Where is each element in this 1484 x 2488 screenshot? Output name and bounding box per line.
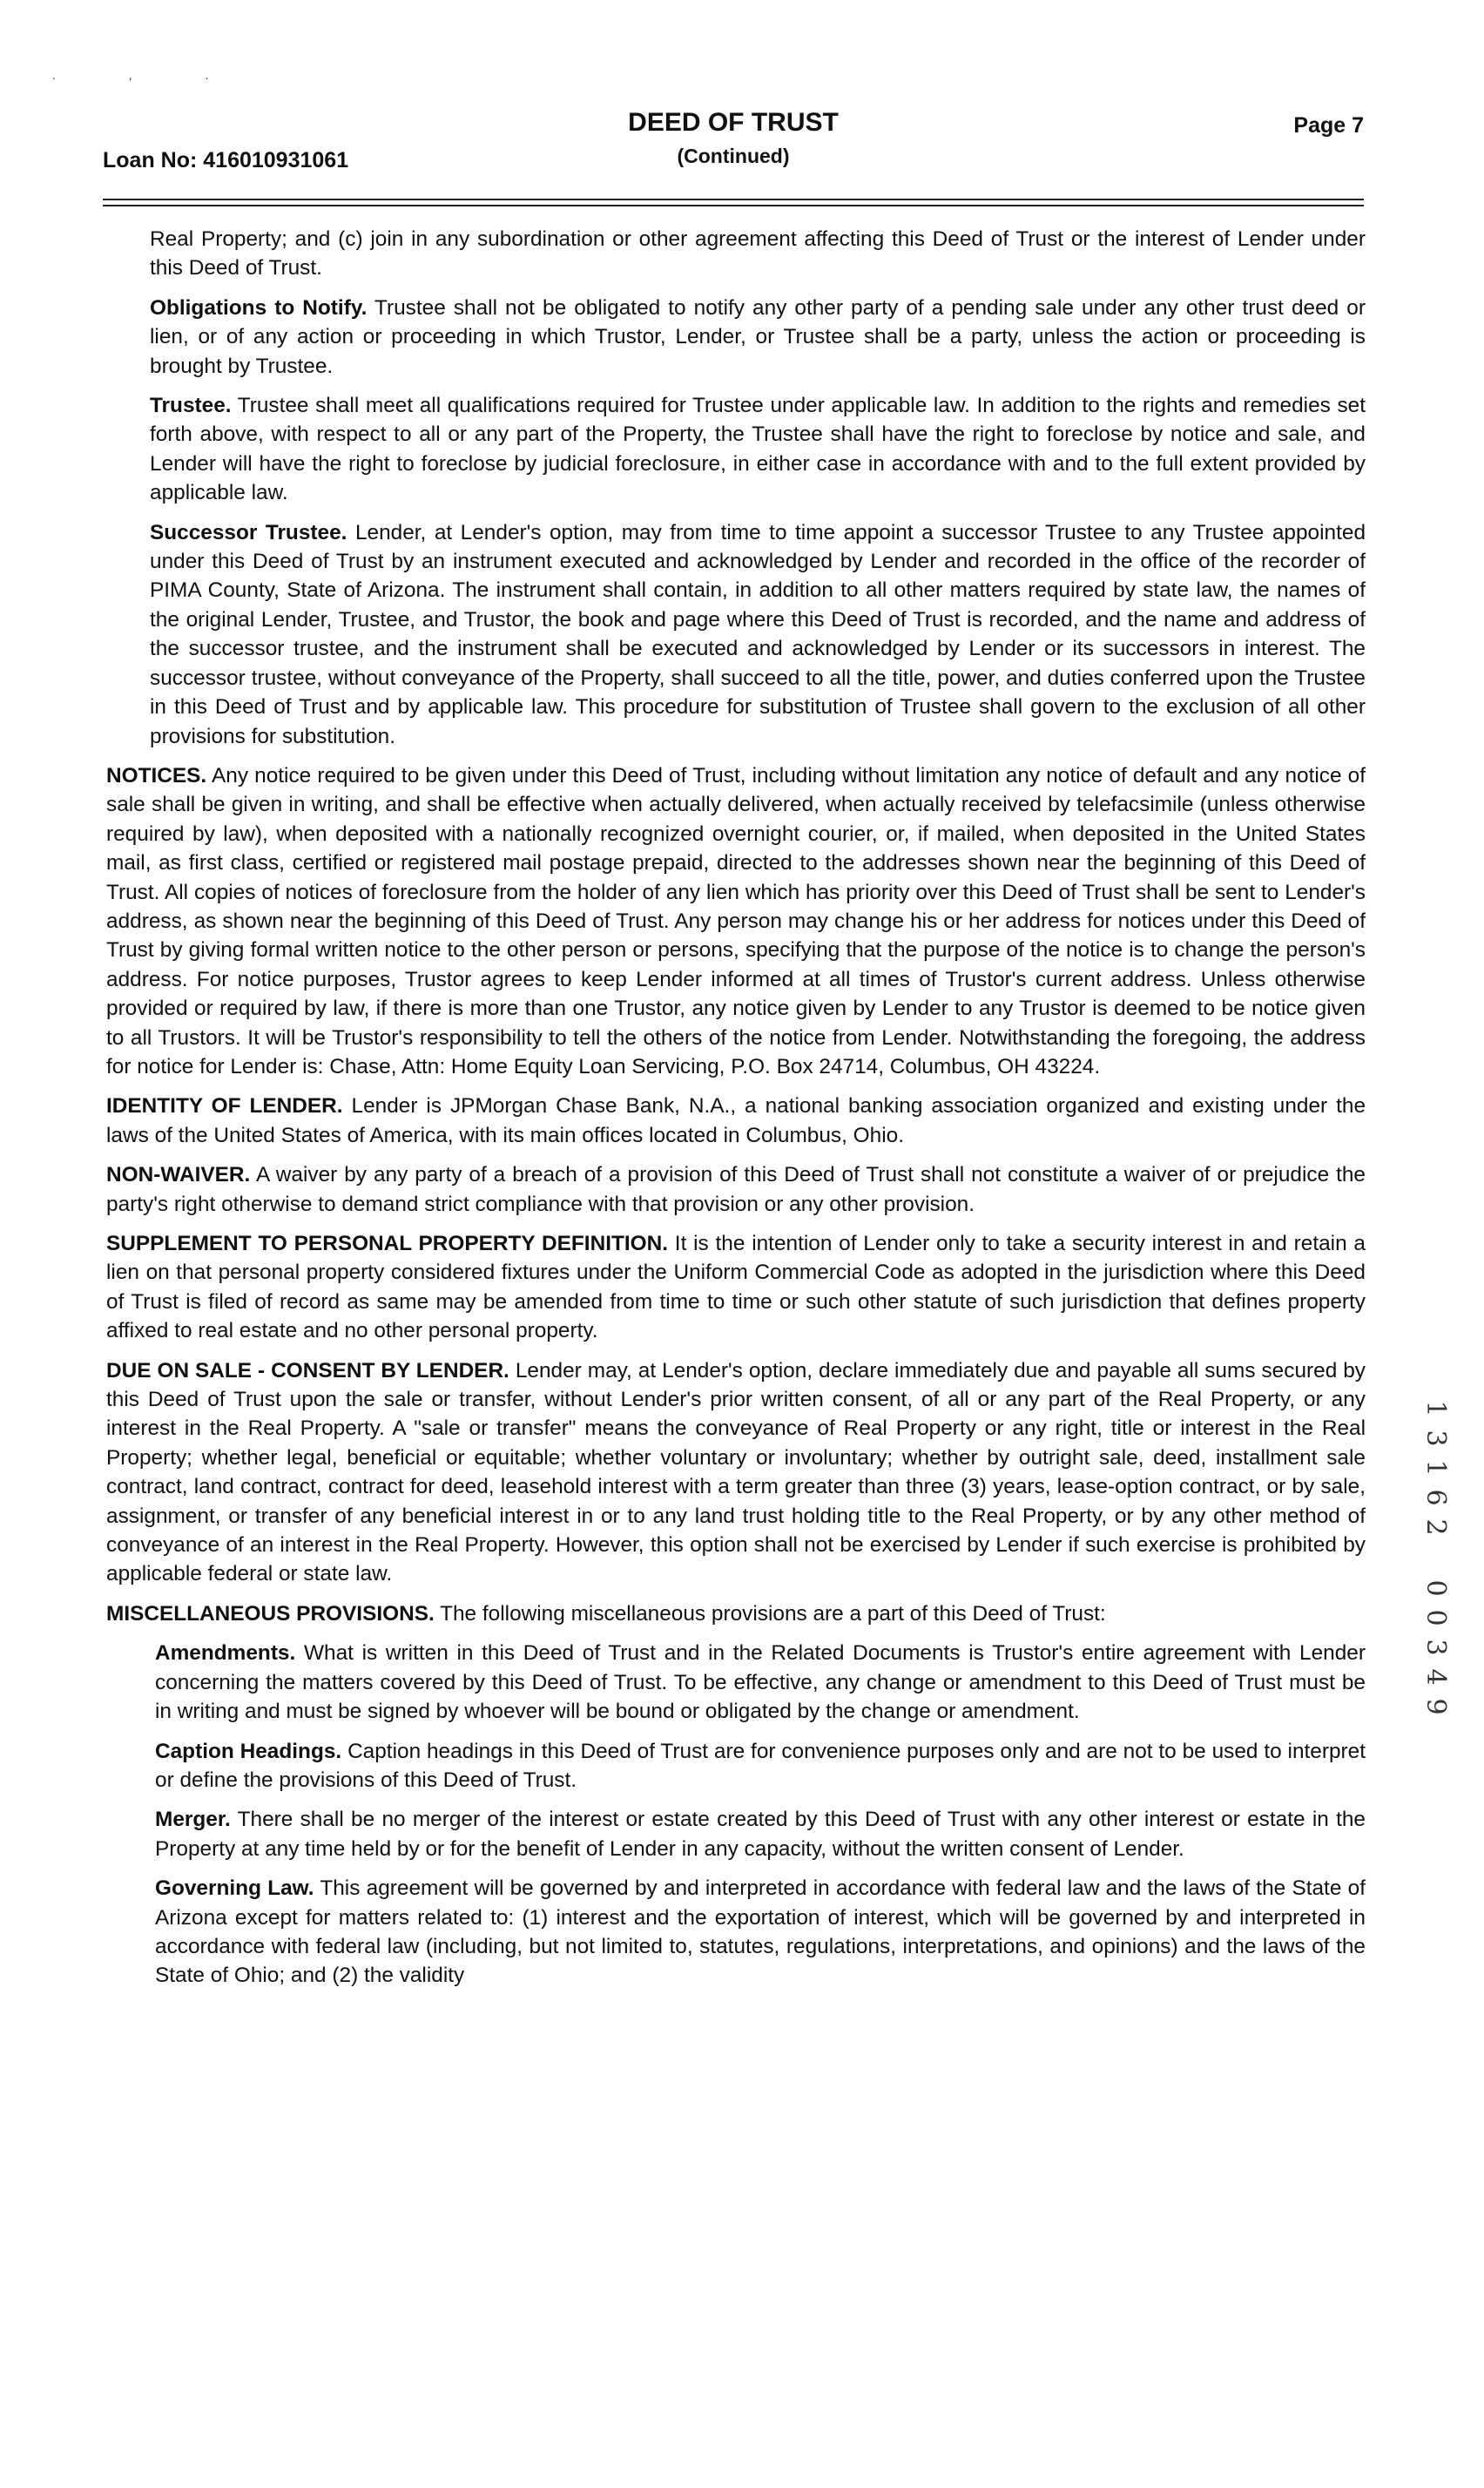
paragraph-merger: Merger. There shall be no merger of the interest or estate created by this Deed of Trust with any other interest or estate in the Property at any time held by or for the benefit of Lender in any capacity, without the written consent of Lender.	[155, 1808, 1366, 1861]
paragraph-due-on-sale: DUE ON SALE - CONSENT BY LENDER. Lender may, at Lender's option, declare immediately due and payable all sums secured by this Deed of Trust upon the sale or transfer, without Lender's prior written consent, of all or any part of the Real Property, or any interest in the Real Property. A "sale or transfer" means the conveyance of Real Property or any right, title or interest in the Real Property; whether legal, beneficial or equitable; whether voluntary or involuntary; whether by outright sale, deed, installment sale contract, land contract, contract for deed, leasehold interest with a term greater than three (3) years, lease-option contract, or by sale, assignment, or transfer of any beneficial interest in or to any land trust holding title to the Real Property, or by any other method of conveyance of an interest in the Real Property. However, this option shall not be exercised by Lender if such exercise is prohibited by applicable federal or state law.	[106, 1358, 1366, 1586]
header-rule-top	[103, 199, 1364, 200]
document-body	[106, 225, 1366, 2001]
scan-specks: . , .	[52, 68, 244, 82]
paragraph-miscellaneous-provisions: MISCELLANEOUS PROVISIONS. The following miscellaneous provisions are a part of this Deed of Trust:	[106, 1601, 1106, 1626]
paragraph-non-waiver: NON-WAIVER. A waiver by any party of a breach of a provision of this Deed of Trust shall not constitute a waiver of or prejudice the party's right otherwise to demand strict compliance with that provision or any other provision.	[106, 1163, 1366, 1216]
recording-number-stamp	[1418, 1394, 1453, 1721]
document-subtitle: (Continued)	[677, 145, 790, 167]
page-header	[103, 108, 1364, 186]
stamp-line-1: 1 3 1 6 2	[1420, 1400, 1451, 1536]
loan-number: Loan No: 416010931061	[103, 148, 349, 172]
paragraph-amendments: Amendments. What is written in this Deed of Trust and in the Related Documents is Trustor's entire agreement with Lender concerning the matters covered by this Deed of Trust. To be effective, any change or amendment to this Deed of Trust must be in writing and must be signed by whoever will be bound or obligated by the change or amendment.	[155, 1641, 1366, 1724]
paragraph-notices: NOTICES. Any notice required to be given under this Deed of Trust, including without limitation any notice of default and any notice of sale shall be given in writing, and shall be effective when actually delivered, when actually received by telefacsimile (unless otherwise required by law), when deposited with a nationally recognized overnight courier, or, if mailed, when deposited in the United States mail, as first class, certified or registered mail postage prepaid, directed to the addresses shown near the beginning of this Deed of Trust. All copies of notices of foreclosure from the holder of any lien which has priority over this Deed of Trust shall be sent to Lender's address, as shown near the beginning of this Deed of Trust. Any person may change his or her address for notices under this Deed of Trust by giving formal written notice to the other person or persons, specifying that the purpose of the notice is to change the person's address. For notice purposes, Trustor agrees to keep Lender informed at all times of Trustor's current address. Unless otherwise provided or required by law, if there is more than one Trustor, any notice given by Lender to any Trustor is deemed to be notice given to all Trustors. It will be Trustor's responsibility to tell the others of the notice from Lender. Notwithstanding the foregoing, the address for notice for Lender is: Chase, Attn: Home Equity Loan Servicing, P.O. Box 24714, Columbus, OH 43224.	[106, 763, 1366, 1078]
paragraph-successor-trustee: Successor Trustee. Lender, at Lender's option, may from time to time appoint a successor Trustee to any Trustee appointed under this Deed of Trust by an instrument executed and acknowledged by Lender and recorded in the office of the recorder of PIMA County, State of Arizona. The instrument shall contain, in addition to all other matters required by state law, the names of the original Lender, Trustee, and Trustor, the book and page where this Deed of Trust is recorded, and the name and address of the successor trustee, and the instrument shall be executed and acknowledged by Lender or its successors in interest. The successor trustee, without conveyance of the Property, shall succeed to all the title, power, and duties conferred upon the Trustee in this Deed of Trust and by applicable law. This procedure for substitution of Trustee shall govern to the exclusion of all other provisions for substitution.	[150, 520, 1366, 748]
stamp-line-2: 0 0 3 4 9	[1420, 1579, 1451, 1715]
paragraph-obligations-to-notify: Obligations to Notify. Trustee shall not be obligated to notify any other party of a pending sale under any other trust deed or lien, or of any action or proceeding in which Trustor, Lender, or Trustee shall be a party, unless the action or proceeding is brought by Trustee.	[150, 295, 1366, 378]
paragraph-identity-of-lender: IDENTITY OF LENDER. Lender is JPMorgan Chase Bank, N.A., a national banking association organized and existing under the laws of the United States of America, with its main offices located in Columbus, Ohio.	[106, 1094, 1366, 1147]
paragraph-continuation: Real Property; and (c) join in any subordination or other agreement affecting this Deed of Trust or the interest of Lender under this Deed of Trust.	[150, 227, 1366, 281]
page-number: Page 7	[1293, 113, 1364, 138]
paragraph-caption-headings: Caption Headings. Caption headings in this Deed of Trust are for convenience purposes only and are not to be used to interpret or define the provisions of this Deed of Trust.	[155, 1739, 1366, 1792]
header-rule-bottom	[103, 205, 1364, 206]
paragraph-supplement-personal-property: SUPPLEMENT TO PERSONAL PROPERTY DEFINITION. It is the intention of Lender only to take a security interest in and retain a lien on that personal property considered fixtures under the Uniform Commercial Code as adopted in the jurisdiction where this Deed of Trust is filed of record as same may be amended from time to time or such other statute of such jurisdiction that defines property affixed to real estate and no other personal property.	[106, 1232, 1366, 1343]
paragraph-governing-law: Governing Law. This agreement will be governed by and interpreted in accordance with federal law and the laws of the State of Arizona except for matters related to: (1) interest and the exportation of interest, which will be governed by and interpreted in accordance with federal law (including, but not limited to, statutes, regulations, interpretations, and opinions) and the laws of the State of Ohio; and (2) the validity	[155, 1876, 1366, 1988]
document-title: DEED OF TRUST	[628, 108, 839, 137]
paragraph-trustee: Trustee. Trustee shall meet all qualifications required for Trustee under applicable law. In addition to the rights and remedies set forth above, with respect to all or any part of the Property, the Trustee shall have the right to foreclose by notice and sale, and Lender will have the right to foreclose by judicial foreclosure, in either case in accordance with and to the full extent provided by applicable law.	[150, 394, 1366, 505]
